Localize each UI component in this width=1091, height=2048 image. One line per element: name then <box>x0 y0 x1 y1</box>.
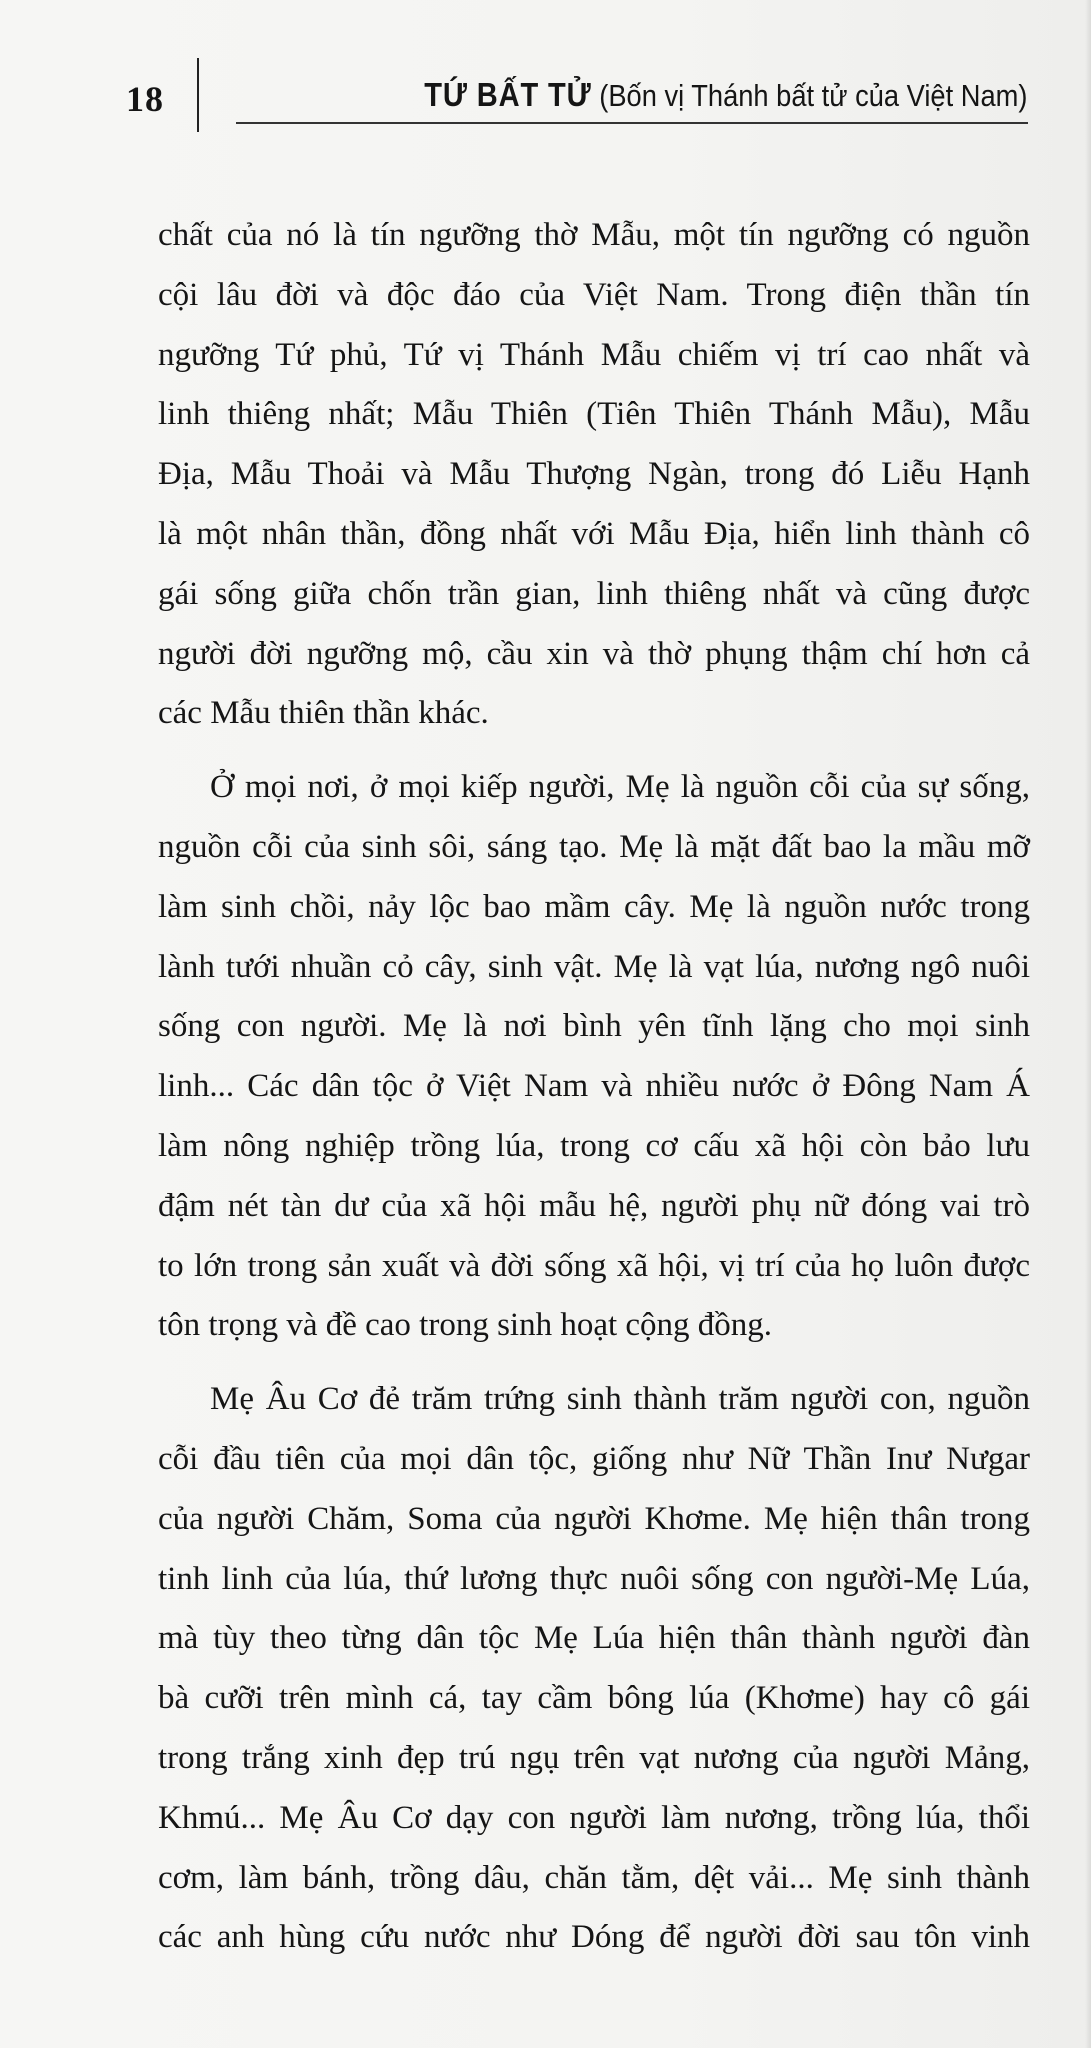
text-line: sống con người. Mẹ là nơi bình yên tĩnh lặng cho mọi sinh <box>158 1008 1030 1045</box>
text-line: cơm, làm bánh, trồng dâu, chăn tằm, dệt vải... Mẹ sinh thành <box>158 1859 1030 1896</box>
text-line: đậm nét tàn dư của xã hội mẫu hệ, người phụ nữ đóng vai trò <box>158 1187 1030 1224</box>
text-line: của người Chăm, Soma của người Khơme. Mẹ hiện thân trong <box>158 1500 1030 1537</box>
text-line: tôn trọng và đề cao trong sinh hoạt cộng đồng. <box>158 1307 773 1344</box>
text-line: gái sống giữa chốn trần gian, linh thiêng nhất và cũng được <box>158 575 1030 612</box>
page-edge-shadow <box>1085 0 1091 2048</box>
page-header <box>0 0 1091 140</box>
book-title: TỨ BẤT TỬ <box>423 76 592 113</box>
text-line: chất của nó là tín ngưỡng thờ Mẫu, một tín ngưỡng có nguồn <box>158 217 1030 253</box>
text-line: Mẹ Âu Cơ đẻ trăm trứng sinh thành trăm người con, nguồn <box>210 1381 1030 1418</box>
text-line: bà cưỡi trên mình cá, tay cầm bông lúa (Khơme) hay cô gái <box>158 1680 1030 1717</box>
text-line: làm sinh chồi, nảy lộc bao mầm cây. Mẹ là nguồn nước trong <box>158 888 1030 925</box>
page-number: 18 <box>126 79 164 119</box>
text-line: linh thiêng nhất; Mẫu Thiên (Tiên Thiên Thánh Mẫu), Mẫu <box>158 396 1030 433</box>
paragraph-1 <box>158 206 1030 744</box>
text-line: nguồn cỗi của sinh sôi, sáng tạo. Mẹ là mặt đất bao la mầu mỡ <box>158 828 1030 865</box>
paragraph-gap <box>158 1356 1030 1370</box>
text-line: các anh hùng cứu nước như Dóng để người đời sau tôn vinh <box>158 1919 1030 1956</box>
text-line: là một nhân thần, đồng nhất với Mẫu Địa, hiển linh thành cô <box>158 515 1030 552</box>
header-rule <box>236 122 1028 124</box>
text-line: mà tùy theo từng dân tộc Mẹ Lúa hiện thân thành người đàn <box>158 1620 1030 1657</box>
text-line: lành tưới nhuần cỏ cây, sinh vật. Mẹ là vạt lúa, nương ngô nuôi <box>158 948 1030 985</box>
text-line: cội lâu đời và độc đáo của Việt Nam. Trong điện thần tín <box>158 276 1030 313</box>
book-subtitle: (Bốn vị Thánh bất tử của Việt Nam) <box>598 78 1027 113</box>
paragraph-gap <box>158 744 1030 758</box>
text-line: làm nông nghiệp trồng lúa, trong cơ cấu xã hội còn bảo lưu <box>158 1127 1030 1164</box>
text-line: Ở mọi nơi, ở mọi kiếp người, Mẹ là nguồn cỗi của sự sống, <box>210 769 1030 806</box>
text-line: Địa, Mẫu Thoải và Mẫu Thượng Ngàn, trong đó Liễu Hạnh <box>158 456 1030 493</box>
text-line: tinh linh của lúa, thứ lương thực nuôi sống con người-Mẹ Lúa, <box>158 1560 1030 1597</box>
paragraph-2 <box>158 758 1030 1356</box>
text-line: to lớn trong sản xuất và đời sống xã hội, vị trí của họ luôn được <box>158 1247 1030 1284</box>
text-line: Khmú... Mẹ Âu Cơ dạy con người làm nương, trồng lúa, thổi <box>158 1799 1030 1836</box>
text-line: cỗi đầu tiên của mọi dân tộc, giống như Nữ Thần Inư Nưgar <box>158 1440 1030 1477</box>
text-line: linh... Các dân tộc ở Việt Nam và nhiều nước ở Đông Nam Á <box>158 1068 1030 1105</box>
header-divider <box>197 58 199 132</box>
page-body <box>158 206 1030 1968</box>
text-line: người đời ngưỡng mộ, cầu xin và thờ phụng thậm chí hơn cả <box>158 635 1030 672</box>
text-line: các Mẫu thiên thần khác. <box>158 695 489 732</box>
text-line: trong trắng xinh đẹp trú ngụ trên vạt nương của người Mảng, <box>158 1739 1030 1776</box>
running-head <box>424 76 1027 114</box>
text-line: ngưỡng Tứ phủ, Tứ vị Thánh Mẫu chiếm vị trí cao nhất và <box>158 336 1030 373</box>
paragraph-3 <box>158 1370 1030 1968</box>
